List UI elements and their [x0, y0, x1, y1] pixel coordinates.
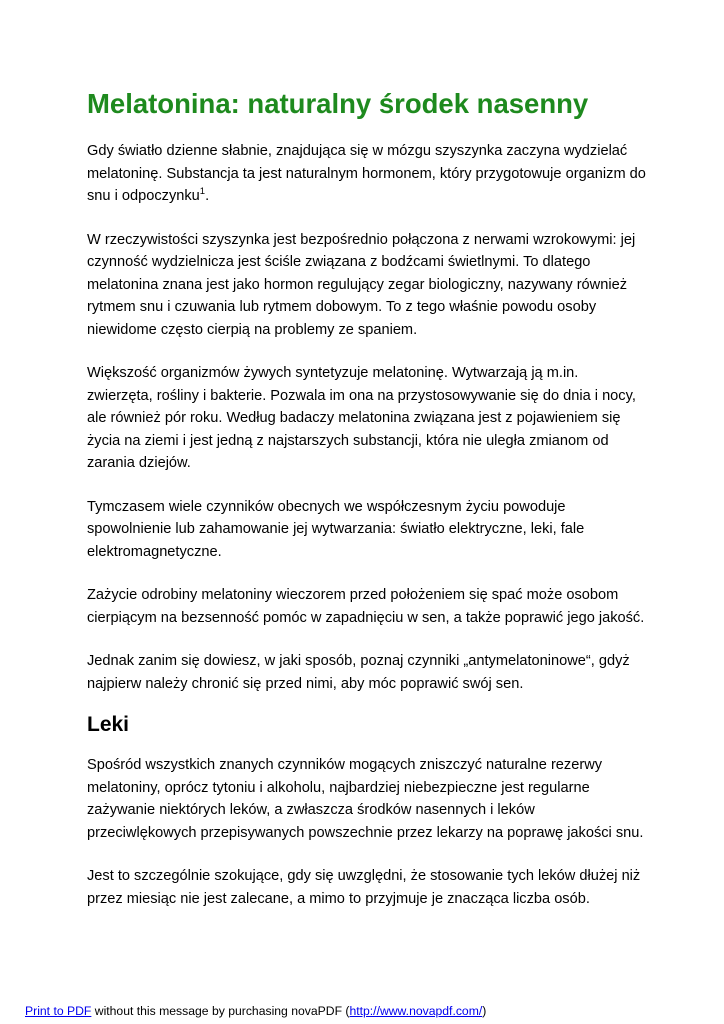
section-paragraph-2: Jest to szczególnie szokujące, gdy się uwzględni, że stosowanie tych leków dłużej niż przez miesiąc nie jest zalecane, a mimo to przyjmuje je znacząca liczba osób. [87, 868, 641, 907]
paragraph-1-end: . [205, 188, 210, 204]
document-page [87, 86, 647, 910]
paragraph-6: Jednak zanim się dowiesz, w jaki sposób, poznaj czynniki „antymelatoninowe“, gdyż najpierw należy chronić się przed nimi, aby móc poprawić swój sen. [87, 653, 630, 692]
section-heading: Leki [87, 713, 130, 736]
print-to-pdf-link[interactable]: Print to PDF [25, 1004, 92, 1018]
document-title: Melatonina: naturalny środek nasenny [87, 88, 589, 119]
novapdf-url-link[interactable]: http://www.novapdf.com/ [349, 1004, 483, 1018]
paragraph-2: W rzeczywistości szyszynka jest bezpośrednio połączona z nerwami wzrokowymi: jej czynność wydzielnicza jest ściśle związana z bodźcami świetlnymi. To dlatego melatonina znana jest jako hormon regulujący zegar biologiczny, nazywany również rytmem snu i czuwania lub rytmem dobowym. To z tego właśnie powodu osoby niewidome często cierpią na problemy ze spaniem. [87, 231, 636, 338]
paragraph-5: Zażycie odrobiny melatoniny wieczorem przed położeniem się spać może osobom cierpiącym na bezsenność pomóc w zapadnięciu w sen, a także poprawić jego jakość. [87, 587, 645, 626]
paragraph-3: Większość organizmów żywych syntetyzuje melatoninę. Wytwarzają ją m.in. zwierzęta, rośliny i bakterie. Pozwala im ona na przystosowywanie się do dnia i nocy, ale również pór roku. Według badaczy melatonina związana jest z pojawieniem się życia na ziemi i jest jedną z najstarszych substancji, która nie uległa zmianom od zarania dziejów. [87, 365, 636, 471]
paragraph-4: Tymczasem wiele czynników obecnych we współczesnym życiu powoduje spowolnienie lub zahamowanie jej wytwarzania: światło elektryczne, leki, fale elektromagnetyczne. [87, 498, 585, 560]
footer-end: ) [482, 1004, 487, 1018]
footnote-marker: 1 [199, 186, 206, 198]
footer-message: without this message by purchasing novaPDF ( [91, 1004, 350, 1018]
novapdf-footer [25, 1004, 486, 1018]
section-paragraph-1: Spośród wszystkich znanych czynników mogących zniszczyć naturalne rezerwy melatoniny, oprócz tytoniu i alkoholu, najbardziej niebezpieczne jest regularne zażywanie niektórych leków, a zwłaszcza środków nasennych i leków przeciwlękowych przepisywanych powszechnie przez lekarzy na poprawę jakości snu. [87, 757, 644, 841]
paragraph-1 [87, 140, 647, 208]
paragraph-1-text: Gdy światło dzienne słabnie, znajdująca się w mózgu szyszynka zaczyna wydzielać melatoninę. Substancja ta jest naturalnym hormonem, który przygotowuje organizm do snu i odpoczynku [87, 143, 646, 204]
